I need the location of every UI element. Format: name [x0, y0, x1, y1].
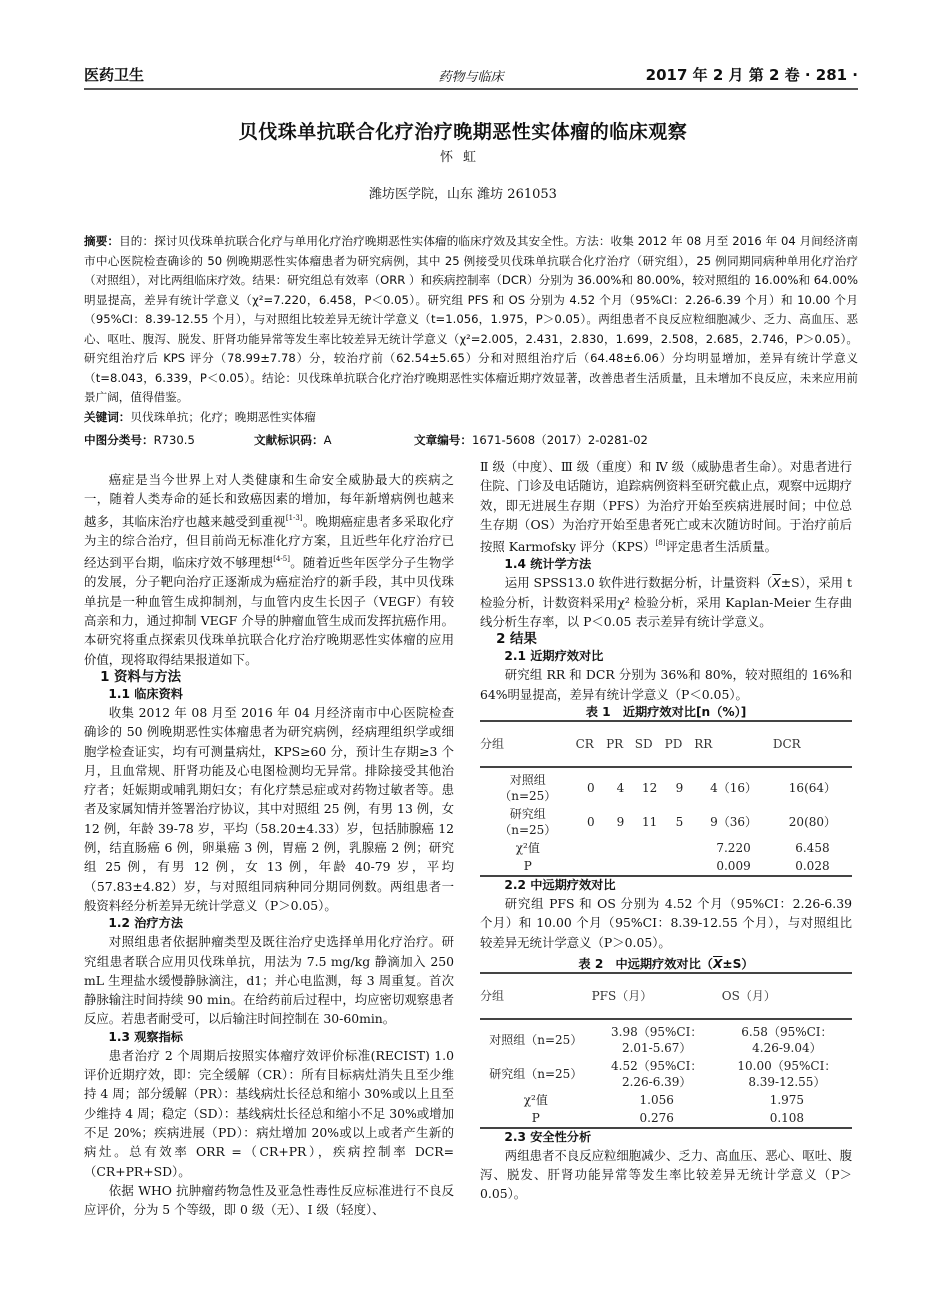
- table1-header: 分组: [480, 721, 576, 767]
- subsection-heading: 1.4 统计学方法: [504, 557, 592, 572]
- table2-caption: 表 2 中远期疗效对比$(\overline{X}\pm S)$: [578, 956, 754, 971]
- paragraph: 运用 SPSS13.0 软件进行数据分析，计量资料$(\overline{X}\pm S)$，采用 t 检验分析，计数资料采用χ² 检验分析，采用 Kaplan-Meier 生存曲线分析生存率，以 P＜0.05 表示差异有统计学意义。: [480, 575, 852, 630]
- right-column: [480, 457, 852, 1204]
- header-rule: [84, 88, 858, 90]
- table-row: χ²值 7.220 6.458: [515, 840, 830, 855]
- issue-info: 2017 年 2 月 第 2 卷 · 281 ·: [645, 66, 858, 84]
- article-no-label: 文章编号：: [414, 433, 472, 447]
- table1-header: PD: [665, 721, 695, 767]
- table-row: 对照组 （n=25） 0 4 12 9 4（16） 16(64）: [499, 772, 837, 803]
- table-row: P 0.276 0.108: [480, 1109, 852, 1128]
- table1-header: CR: [576, 721, 607, 767]
- table2-header: 分组: [480, 973, 592, 1019]
- abstract-text: 目的：探讨贝伐珠单抗联合化疗与单用化疗治疗晚期恶性实体瘤的临床疗效及其安全性。方法：收集 2012 年 08 月至 2016 年 04 月间经济南市中心医院检查确诊的 50 例晚期恶性实体瘤患者为研究病例，其中 25 例接受贝伐珠单抗联合化疗治疗（研究组），25 例同期同病种单用化疗治疗（对照组），对比两组临床疗效。结果：研究组总有效率（ORR ）和疾病控制率（DCR）分别为 36.00%和 80.00%，较对照组的 16.00%和 64.00%明显提高，差异有统计学意义（χ²=7.220，6.458，P＜0.05）。研究组 PFS 和 OS 分别为 4.52 个月（95%CI：2.26-6.39 个月）和 10.00 个月（95%CI：8.39-12.55 个月），与对照组比较差异无统计学意义（t=1.056，1.975，P＞0.05）。两组患者不良反应粒细胞减少、乏力、高血压、恶心、呕吐、腹泻、脱发、肝肾功能异常等发生率比较差异无统计学意义（χ²=2.005，2.431，2.830，1.699，2.508，2.685，2.746，P＞0.05）。研究组治疗后 KPS 评分（78.99±7.78）分，较治疗前（62.54±5.65）分和对照组治疗后（64.48±6.06）分均明显增加，差异有统计学意义（t=8.043，6.339，P＜0.05）。结论：贝伐珠单抗联合化疗治疗晚期恶性实体瘤近期疗效显著，改善患者生活质量，且未增加不良反应，未来应用前景广阔，值得借鉴。: [84, 234, 858, 404]
- paragraph: 对照组患者依据肿瘤类型及既往治疗史选择单用化疗治疗。研究组患者联合应用贝伐珠单抗，用法为 7.5 mg/kg 静滴加入 250 mL 生理盐水缓慢静脉滴注，d1；并心电监测，每 3 周重复。首次静脉输注时间持续 90 min。在给药前后过程中，均应密切观察患者反应。若患者耐受可，以后输注时间控制在 30-60min。: [84, 934, 454, 1027]
- paragraph: 研究组 PFS 和 OS 分别为 4.52 个月（95%CI：2.26-6.39 个月）和 10.00 个月（95%CI：8.39-12.55 个月），与对照组比较差异无统计学意义（P＞0.05）。: [480, 895, 852, 950]
- journal-name: 医药卫生: [84, 66, 145, 84]
- table1-header: PR: [606, 721, 635, 767]
- citation-ref: [8]: [655, 539, 666, 548]
- subsection-heading: 1.1 临床资料: [108, 686, 183, 701]
- table1-header: SD: [635, 721, 665, 767]
- table2: [480, 972, 852, 1129]
- section-heading: 2 结果: [496, 632, 537, 648]
- paragraph: 两组患者不良反应粒细胞减少、乏力、高血压、恶心、呕吐、腹泻、脱发、肝肾功能异常等发生率比较差异无统计学意义（P＞0.05）。: [480, 1147, 852, 1202]
- paragraph: 收集 2012 年 08 月至 2016 年 04 月经济南市中心医院检查确诊的 50 例晚期恶性实体瘤患者为研究病例，经病理组织学或细胞学检查证实，均有可测量病灶，KPS≥60 分，预计生存期≥3 个月，且血常规、肝肾功能及心电图检测均无异常。排除接受其他治疗者；妊娠期或哺乳期妇女；有化疗禁忌症或对药物过敏者等。患者及家属知情并签署治疗协议，其中对照组 25 例，有男 13 例，女 12 例，年龄 39-78 岁，平均（58.20±4.33）岁，包括肺腺癌 12 例，结直肠癌 6 例，卵巢癌 3 例，胃癌 2 例，乳腺癌 2 例；研究组 25 例，有男 12 例，女 13 例，年龄 40-79 岁，平均（57.83±4.82）岁，与对照组同病种同分期同例数。两组患者一般资料经分析差异无统计学意义（P＞0.05）。: [84, 704, 454, 913]
- paragraph: Ⅱ 级（中度）、Ⅲ 级（重度）和 Ⅳ 级（威胁患者生命）。对患者进行住院、门诊及电话随访，追踪病例资料至研究截止点，观察中远期疗效，即无进展生存期（PFS）为治疗开始至疾病进展时间；中位总生存期（OS）为治疗开始至患者死亡或末次随访时间。于治疗前后按照 Karmofsky 评分（KPS）[8]评定患者生活质量。: [480, 459, 852, 555]
- left-column: [84, 470, 454, 1219]
- citation-ref: [4-5]: [273, 555, 290, 564]
- article-title: 贝伐珠单抗联合化疗治疗晚期恶性实体瘤的临床观察: [238, 121, 688, 143]
- table-row: 研究组（n=25） 4.52（95%CI： 2.26-6.39） 10.00（95%CI： 8.39-12.55）: [489, 1058, 837, 1089]
- affiliation: 潍坊医学院，山东 潍坊 261053: [369, 187, 557, 202]
- author: 怀虹: [439, 150, 486, 165]
- keywords-label: 关键词：: [84, 409, 131, 424]
- table-row: 对照组（n=25） 3.98（95%CI： 2.01-5.67） 6.58（95%CI： 4.26-9.04）: [489, 1024, 833, 1055]
- article-no-value: 1671-5608（2017）2-0281-02: [471, 433, 648, 447]
- table1: [480, 720, 852, 877]
- table1-caption: 表 1 近期疗效对比[n（%）]: [585, 704, 747, 719]
- table1-header: DCR: [773, 721, 852, 767]
- paragraph: 患者治疗 2 个周期后按照实体瘤疗效评价标准(RECIST) 1.0 评价近期疗效，即：完全缓解（CR）：所有目标病灶消失且至少维持 4 周；部分缓解（PR）：基线病灶长径总和缩小 30%或以上且至少维持 4 周；稳定（SD）：基线病灶长径总和缩小不足 30%或增加不足 20%；疾病进展（PD）：病灶增加 20%或以上或者产生新的病灶。总有效率 ORR =（CR+PR），疾病控制率 DCR=（CR+PR+SD）。: [84, 1047, 454, 1179]
- subsection-heading: 2.1 近期疗效对比: [504, 649, 604, 664]
- doc-code-label: 文献标识码：: [254, 433, 324, 447]
- running-header: [84, 64, 858, 88]
- table-row: χ²值 1.056 1.975: [523, 1092, 805, 1107]
- subsection-heading: 1.2 治疗方法: [108, 916, 183, 931]
- section-name: 药物与临床: [438, 70, 504, 85]
- abstract-label: 摘要：: [84, 234, 120, 248]
- table1-header: RR: [694, 721, 773, 767]
- abstract: [84, 232, 858, 427]
- classification-line: [84, 432, 858, 448]
- clc-value: R730.5: [153, 433, 195, 447]
- paragraph: 依据 WHO 抗肿瘤药物急性及亚急性毒性反应标准进行不良反应评价，分为 5 个等级，即 0 级（无）、Ⅰ 级（轻度）、: [84, 1182, 454, 1218]
- clc-label: 中图分类号：: [84, 433, 154, 447]
- citation-ref: [1-3]: [285, 513, 303, 522]
- mean-symbol: $\overline{X}$: [713, 956, 723, 971]
- subsection-heading: 2.2 中远期疗效对比: [504, 877, 616, 892]
- paragraph: 研究组 RR 和 DCR 分别为 36%和 80%，较对照组的 16%和 64%明显提高，差异有统计学意义（P＜0.05）。: [480, 667, 852, 702]
- subsection-heading: 2.3 安全性分析: [504, 1129, 592, 1144]
- intro-paragraph: 癌症是当今世界上对人类健康和生命安全威胁最大的疾病之一，随着人类寿命的延长和致癌因素的增加，每年新增病例也越来越多，其临床治疗也越来越受到重视[1-3]。晚期癌症患者多采取化疗为主的综合治疗，但目前尚无标准化疗方案，且近些年化疗治疗已经达到平台期，临床疗效不够理想[4-5]。随着近些年医学分子生物学的发展，分子靶向治疗正逐渐成为癌症治疗的新手段，其中贝伐珠单抗是一种血管生成抑制剂，与血管内皮生长因子（VEGF）有较高亲和力，通过抑制 VEGF 介导的肿瘤血管生成而发挥抗癌作用。本研究将重点探索贝伐珠单抗联合化疗治疗晚期恶性实体瘤的应用价值，现将取得结果报道如下。: [84, 472, 455, 667]
- table2-header: OS（月）: [722, 973, 852, 1019]
- table-row: P 0.009 0.028: [480, 857, 852, 876]
- subsection-heading: 1.3 观察指标: [108, 1029, 183, 1044]
- keywords-text: 贝伐珠单抗；化疗；晚期恶性实体瘤: [130, 409, 316, 424]
- mean-symbol: $\overline{X}$: [772, 575, 781, 591]
- table2-header: PFS（月）: [592, 973, 722, 1019]
- table-row: 研究组 （n=25） 0 9 11 5 9（36） 20(80）: [499, 806, 837, 837]
- section-heading: 1 资料与方法: [100, 669, 182, 685]
- doc-code-value: A: [323, 433, 332, 447]
